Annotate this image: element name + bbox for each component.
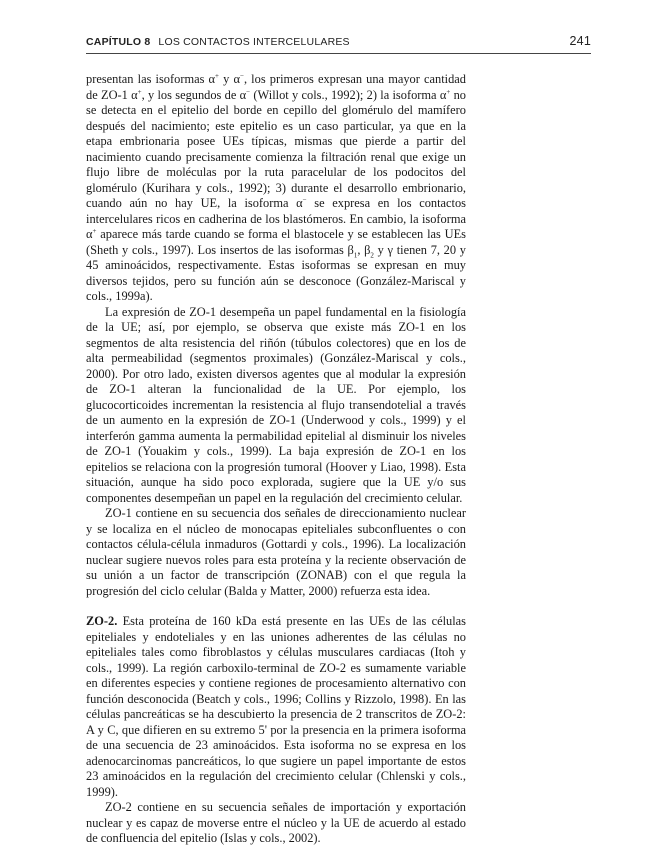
superscript: −: [302, 195, 307, 204]
text-run: Esta proteína de 160 kDa está presente en las UEs de las células epiteliales y endoteliales y en las uniones adherentes de las células no epiteliales tales como fibroblastos y células musculares cardiacas (Itoh y cols., 1999). La región carboxilo-terminal de ZO-2 es sumamente variable en diferentes especies y contiene regiones de procesamiento alternativo con función desconocida (Beatch y cols., 1996; Collins y Rizzolo, 1998). En las células pancreáticas se ha descubierto la presencia de 2 transcritos de ZO-2: A y C, que difieren en su extremo 5' por la presencia en la primera isoforma de una secuencia de 23 aminoácidos. Esta isoforma no se expresa en los adenocarcinomas pancreáticos, lo que sugiere un papel importante de estos 23 aminoácidos en la regulación del crecimiento celular (Chlenski y cols., 1999).: [86, 614, 466, 799]
paragraph: [86, 72, 466, 305]
text-run: no se detecta en el epitelio del borde en cepillo del glomérulo del mamífero después del nacimiento; este epitelio es un caso particular, ya que en la etapa embrionaria posee UEs típicas, mismas que pierde a partir del nacimiento cuando precisamente comienza la filtración renal que exige un flujo libre de moléculas por la ruta paracelular de los podocitos del glomérulo (Kurihara y cols., 1992); 3) durante el desarrollo embrionario, cuando aún no hay UE, la isoforma α: [86, 87, 466, 210]
paragraph: [86, 800, 466, 847]
header-rule: [86, 53, 591, 54]
text-run: aparece más tarde cuando se forma el blastocele y se establecen las UEs (Sheth y cols., 1997). Los insertos de las isoformas β: [86, 227, 466, 257]
text-run: (Willot y cols., 1992); 2) la isoforma α: [250, 87, 447, 102]
text-run: , β: [357, 242, 371, 257]
paragraph-zo2: [86, 614, 466, 800]
superscript: −: [239, 71, 244, 80]
text-run: La expresión de ZO-1 desempeña un papel fundamental en la fisiología de la UE; así, por ejemplo, se observa que existe más ZO-1 en los segmentos de alta resistencia del riñón (túbulos colectores) que en los de alta permeabilidad (segmentos proximales) (González-Mariscal y cols., 2000). Por otro lado, existen diversos agentes que al modular la expresión de ZO-1 alteran la funcionalidad de la UE. Por ejemplo, los glucocorticoides incrementan la resistencia al flujo transendotelial a través de un aumento en la expresión de ZO-1 (Underwood y cols., 1999) y el interferón gamma aumenta la permabilidad epitelial al disminuir los niveles de ZO-1 (Youakim y cols., 1999). La baja expresión de ZO-1 en los epitelios se relaciona con la progresión tumoral (Hoover y Liao, 1998). Esta situación, aunque ha sido poco explorada, sugiere que la UE y/o sus componentes desempeñan un papel en la regulación del crecimiento celular.: [86, 304, 466, 505]
superscript: +: [137, 87, 142, 96]
superscript: +: [215, 71, 219, 80]
subscript: 2: [370, 250, 374, 259]
text-run: presentan las isoformas α: [86, 72, 216, 86]
text-run: y γ tienen 7, 20 y 45 aminoácidos, respectivamente. Estas isoformas se expresan en muy diversos tejidos, pero su función aún se desconoce (González-Mariscal y cols., 1999a).: [86, 242, 466, 303]
chapter-label: CAPÍTULO 8: [86, 36, 151, 48]
text-run: , y los segundos de α: [141, 87, 247, 102]
chapter-title: LOS CONTACTOS INTERCELULARES: [158, 36, 350, 48]
body-text: [86, 72, 466, 847]
text-run: , los primeros expresan una mayor cantidad de ZO-1 α: [86, 72, 466, 102]
paragraph: [86, 305, 466, 507]
text-run: se expresa en los contactos intercelulares ricos en cadherina de los blastómeros. En cambio, la isoforma α: [86, 196, 467, 241]
run-in-heading: ZO-2.: [86, 614, 118, 628]
running-header: [86, 36, 591, 52]
text-run: ZO-1 contiene en su secuencia dos señales de direccionamiento nuclear y se localiza en el núcleo de monocapas epiteliales subconfluentes o con contactos célula-célula inmaduros (Gottardi y cols., 1996). La localización nuclear sugiere nuevos roles para esta proteína y la reciente observación de su unión a un factor de transcripción (ZONAB) con el que regula la progresión del ciclo celular (Balda y Matter, 2000) refuerza esta idea.: [86, 506, 466, 598]
page-number: 241: [569, 34, 591, 48]
text-run: ZO-2 contiene en su secuencia señales de importación y exportación nuclear y es capaz de moverse entre el núcleo y la UE de acuerdo al estado de confluencia del epitelio (Islas y cols., 2002).: [86, 800, 466, 845]
superscript: −: [246, 87, 251, 96]
superscript: +: [92, 226, 97, 235]
paragraph: [86, 506, 466, 599]
superscript: +: [446, 87, 451, 96]
text-run: y α: [219, 72, 240, 86]
subscript: 1: [353, 250, 358, 259]
